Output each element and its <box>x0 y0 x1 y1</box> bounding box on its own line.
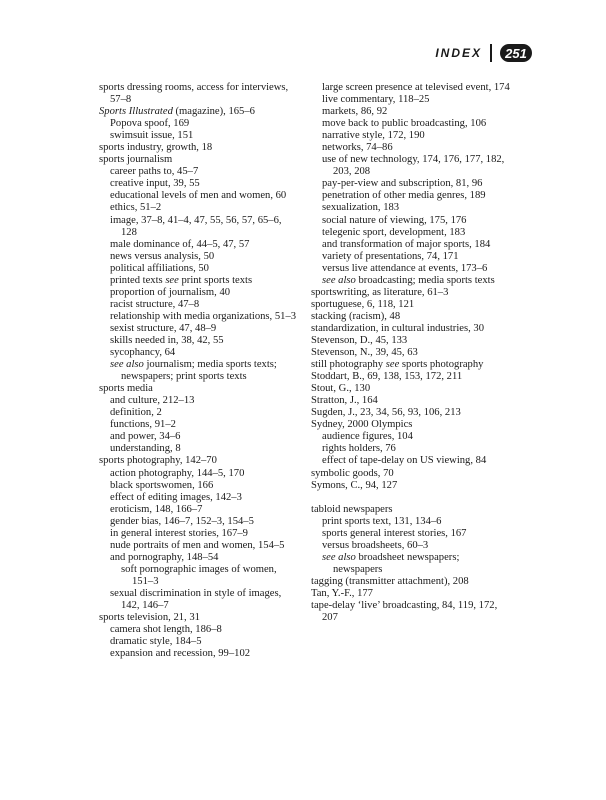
index-subentry: see also journalism; media sports texts; newspapers; print sports texts <box>110 359 277 383</box>
index-subentry: and power, 34–6 <box>110 431 181 443</box>
index-entry: sports photography, 142–70 <box>99 455 217 467</box>
index-subentry: and transformation of major sports, 184 <box>322 238 491 250</box>
index-subentry: live commentary, 118–25 <box>322 94 430 106</box>
index-subentry: functions, 91–2 <box>110 419 176 431</box>
index-subentry: black sportswomen, 166 <box>110 479 214 491</box>
index-subentry: in general interest stories, 167–9 <box>110 527 248 539</box>
index-subentry: image, 37–8, 41–4, 47, 55, 56, 57, 65–6, 128 <box>110 214 282 238</box>
index-subentry: dramatic style, 184–5 <box>110 636 202 648</box>
index-subentry: effect of tape-delay on US viewing, 84 <box>322 455 487 467</box>
index-subentry: camera shot length, 186–8 <box>110 624 222 636</box>
index-subentry: skills needed in, 38, 42, 55 <box>110 334 224 346</box>
index-entry: stacking (racism), 48 <box>311 310 401 322</box>
index-entry: sports television, 21, 31 <box>99 612 200 624</box>
index-entry: tabloid newspapers <box>311 503 393 515</box>
index-entry: Tan, Y.-F., 177 <box>311 587 373 599</box>
index-entry: sports industry, growth, 18 <box>99 142 213 154</box>
index-subentry: variety of presentations, 74, 171 <box>322 250 459 262</box>
index-entry: still photography see sports photography <box>311 359 484 371</box>
index-entry: Symons, C., 94, 127 <box>311 479 398 491</box>
index-subentry: versus broadsheets, 60–3 <box>322 539 429 551</box>
index-subentry: creative input, 39, 55 <box>110 178 200 190</box>
index-entry: sportuguese, 6, 118, 121 <box>311 298 415 310</box>
index-subentry: penetration of other media genres, 189 <box>322 190 486 202</box>
index-subentry: use of new technology, 174, 176, 177, 182, 203, 208 <box>322 154 505 178</box>
index-subentry: educational levels of men and women, 60 <box>110 190 287 202</box>
index-subentry: nude portraits of men and women, 154–5 <box>110 539 285 551</box>
index-subentry: telegenic sport, development, 183 <box>322 226 466 238</box>
index-subentry: print sports text, 131, 134–6 <box>322 515 442 527</box>
index-subentry: political affiliations, 50 <box>110 262 209 274</box>
index-entry: Sydney, 2000 Olympics <box>311 419 413 431</box>
index-subentry: expansion and recession, 99–102 <box>110 648 251 660</box>
index-subentry: sycophancy, 64 <box>110 347 176 359</box>
index-entry: Stout, G., 130 <box>311 383 371 395</box>
index-subentry: social nature of viewing, 175, 176 <box>322 214 467 226</box>
index-subentry: career paths to, 45–7 <box>110 166 199 178</box>
index-subentry: sports general interest stories, 167 <box>322 527 467 539</box>
index-subentry: and pornography, 148–54 <box>110 551 219 563</box>
index-subentry: large screen presence at televised event, 174 <box>322 82 510 93</box>
index-subentry: news versus analysis, 50 <box>110 250 215 262</box>
index-subentry: and culture, 212–13 <box>110 395 195 407</box>
index-entry: Stoddart, B., 69, 138, 153, 172, 211 <box>311 371 463 383</box>
index-column-left <box>99 82 299 660</box>
index-entry: sports journalism <box>99 154 173 166</box>
index-entry: sports dressing rooms, access for interviews, 57–8 <box>99 82 289 106</box>
index-subentry: see also broadcasting; media sports texts <box>322 274 495 286</box>
page-header <box>435 44 532 62</box>
index-entry: Sports Illustrated (magazine), 165–6 <box>99 106 255 118</box>
index-subentry: narrative style, 172, 190 <box>322 130 425 142</box>
header-divider <box>490 44 492 62</box>
index-subentry: ethics, 51–2 <box>110 202 162 214</box>
index-subentry: action photography, 144–5, 170 <box>110 467 245 479</box>
index-subentry: understanding, 8 <box>110 443 181 455</box>
index-subentry: versus live attendance at events, 173–6 <box>322 262 488 274</box>
index-subentry: rights holders, 76 <box>322 443 396 455</box>
index-letter-gap <box>311 492 511 504</box>
index-subentry: pay-per-view and subscription, 81, 96 <box>322 178 483 190</box>
index-subentry: gender bias, 146–7, 152–3, 154–5 <box>110 515 254 527</box>
index-subentry: racist structure, 47–8 <box>110 298 200 310</box>
index-subentry: printed texts see print sports texts <box>110 274 253 286</box>
index-subentry: audience figures, 104 <box>322 431 413 443</box>
index-entry: standardization, in cultural industries, 30 <box>311 322 484 334</box>
index-entry: sportswriting, as literature, 61–3 <box>311 286 449 298</box>
index-subentry: relationship with media organizations, 51–3 <box>110 310 297 322</box>
page-number: 251 <box>500 44 532 62</box>
index-subentry: eroticism, 148, 166–7 <box>110 503 203 515</box>
index-subentry: sexualization, 183 <box>322 202 400 214</box>
index-entry: Stevenson, N., 39, 45, 63 <box>311 347 418 359</box>
index-subentry: networks, 74–86 <box>322 142 393 154</box>
index-subentry: effect of editing images, 142–3 <box>110 491 242 503</box>
index-entry: Stratton, J., 164 <box>311 395 378 407</box>
index-subentry: male dominance of, 44–5, 47, 57 <box>110 238 250 250</box>
index-entry: Sugden, J., 23, 34, 56, 93, 106, 213 <box>311 407 461 419</box>
running-head: INDEX <box>435 46 482 60</box>
index-subentry: move back to public broadcasting, 106 <box>322 118 487 130</box>
index-subentry: definition, 2 <box>110 407 162 419</box>
index-subentry: sexual discrimination in style of images, 142, 146–7 <box>110 587 282 612</box>
index-subentry: sexist structure, 47, 48–9 <box>110 322 217 334</box>
index-subentry: Popova spoof, 169 <box>110 118 190 130</box>
index-entry: tape-delay ‘live’ broadcasting, 84, 119, 172, 207 <box>311 599 498 624</box>
index-entry: symbolic goods, 70 <box>311 467 394 479</box>
index-subentry: soft pornographic images of women, 151–3 <box>121 563 277 587</box>
index-entry: tagging (transmitter attachment), 208 <box>311 575 469 587</box>
index-entry: sports media <box>99 383 153 395</box>
index-subentry: see also broadsheet newspapers; newspapers <box>322 551 460 575</box>
index-entry: Stevenson, D., 45, 133 <box>311 334 408 346</box>
index-subentry: swimsuit issue, 151 <box>110 130 194 142</box>
index-subentry: proportion of journalism, 40 <box>110 286 231 298</box>
index-subentry: markets, 86, 92 <box>322 106 388 118</box>
index-column-right <box>311 82 511 624</box>
